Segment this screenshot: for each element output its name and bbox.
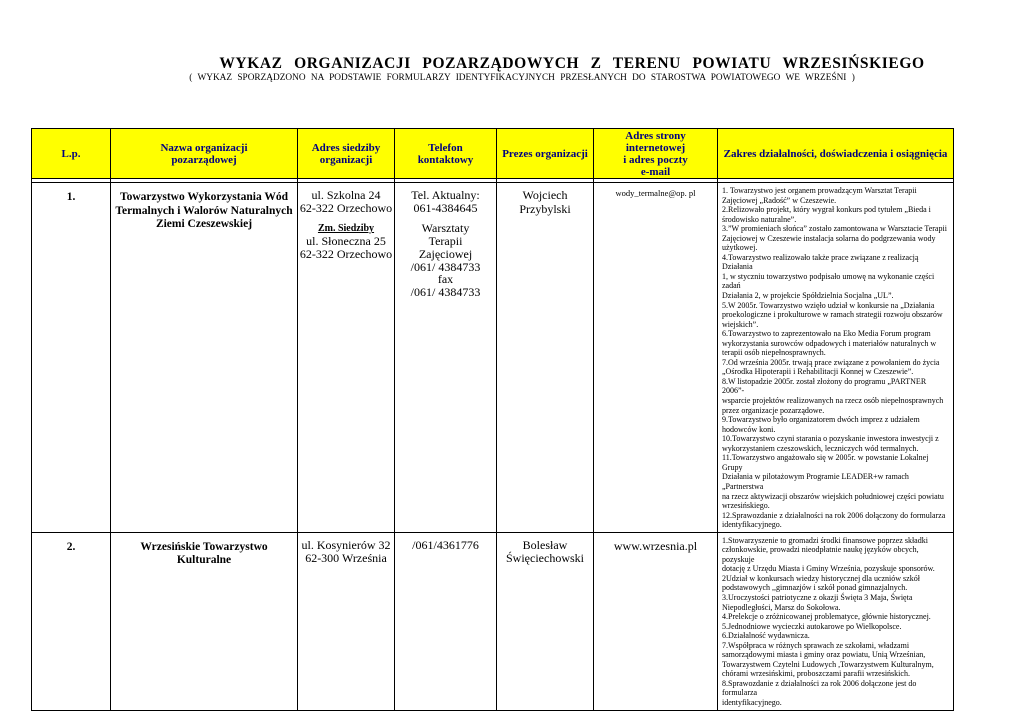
scope-line: 4.Towarzystwo realizowało także prace związane z realizacją Działania [722,252,919,272]
scope-line: terapii osób niepełnosprawnych. [722,348,826,358]
scope-line: 7.Od września 2005r. trwają prace związane z powołaniem do życia [722,357,940,367]
header-address: Adres siedziby organizacji [298,129,395,179]
row-name: Towarzystwo Wykorzystania Wód Termalnych i Walorów Naturalnych Ziemi Czeszewskiej [111,183,298,533]
scope-line: 5.Jednodniowe wycieczki autokarowe po Wielkopolsce. [722,621,902,631]
header-scope: Zakres działalności, doświadczenia i osiągnięcia [718,129,954,179]
scope-line: przez organizacje pozarządowe. [722,405,825,415]
scope-line: 1.Stowarzyszenie to gromadzi środki finansowe poprzez składki [722,535,928,545]
scope-line: 4.Prelekcje o zróżnicowanej problematyce, głównie historycznej. [722,612,931,622]
header-lp: L.p. [32,129,111,179]
scope-line: 1. Towarzystwo jest organem prowadzącym Warsztat Terapii [722,186,917,195]
header-president: Prezes organizacji [497,129,594,179]
row-phone: /061/4361776 [395,532,497,710]
scope-line: dotację z Urzędu Miasta i Gminy Września, pozyskuje sponsorów. [722,564,935,574]
scope-line: proekologiczne i prokulturowe w ramach strategii rozwoju obszarów [722,310,943,320]
scope-line: hodowców koni. [722,424,776,434]
scope-line: 11.Towarzystwo angażowało się w 2005r. w powstanie Lokalnej Grupy [722,453,929,472]
scope-line: 6.Towarzystwo to zaprezentowało na Eko Media Forum program [722,329,931,339]
scope-line: wykorzystaniem czeszowskich, leczniczych wód termalnych. [722,443,919,453]
scope-line: wrzesińskiego. [722,501,770,511]
row-phone: Tel. Aktualny: 061-4384645 Warsztaty Terapii Zajęciowej /061/ 4384733 fax /061/ 4384733 [395,183,497,533]
scope-line: Niepodległości, Marsz do Sokołowa. [722,602,841,612]
scope-line: 12.Sprawozdanie z działalności na rok 2006 dołączony do formularza [722,510,946,520]
scope-line: wiejskich”. [722,319,759,329]
scope-line: środowisko naturalne”. [722,214,797,224]
scope-line: 2.Relizowało projekt, który wygrał konkurs pod tytułem „Bieda i [722,205,931,215]
scope-line: 5.W 2005r. Towarzystwo wzięło udział w konkursie na „Działania [722,300,935,310]
row-president: Bolesław Święciechowski [497,532,594,710]
row-email: wody_termalne@op. pl [594,183,718,533]
table-row [32,183,954,533]
scope-line: 3.”W promieniach słońca” zostało zamontowana w Warsztacie Terapii [722,224,947,234]
row-website: www.wrzesnia.pl [594,532,718,710]
scope-line: podstawowych ,,gimnazjów i szkół ponad gimnazjalnych. [722,583,908,593]
scope-line: Zajęciowej w Czeszewie instalacja solarna do podgrzewania wody [722,233,936,243]
row-address: ul. Szkolna 24 62-322 Orzechowo Zm. Siedziby ul. Słoneczna 25 62-322 Orzechowo [298,183,395,533]
row-scope [718,532,954,710]
scope-line: 8.Sprawozdanie z działalności za rok 2006 dołączone jest do formularza [722,678,917,698]
header-name: Nazwa organizacji pozarządowej [111,129,298,179]
row-scope [718,183,954,533]
row-lp: 1. [32,183,111,533]
scope-line: 7.Współpraca w różnych sprawach ze szkołami, władzami [722,640,910,650]
scope-line: 1, w styczniu towarzystwo podpisało umowę na wykonanie części zadań [722,271,935,291]
header-phone: Telefon kontaktowy [395,129,497,179]
scope-line: 6.Działalność wydawnicza. [722,631,810,641]
scope-line: Działania 2, w projekcie Spółdzielnia Socjalna „UL”. [722,291,894,301]
row-lp: 2. [32,532,111,710]
scope-line: 9.Towarzystwo było organizatorem dwóch imprez z udziałem [722,415,920,425]
scope-line: 3.Uroczystości patriotyczne z okazji Święta 3 Maja, Święta [722,592,913,602]
scope-line: 8.W listopadzie 2005r. został złożony do programu „PARTNER 2006”- [722,376,927,396]
scope-line: użytkowej. [722,243,758,253]
scope-line: Działania w pilotażowym Programie LEADER+w ramach „Partnerstwa [722,472,909,491]
table-row [32,532,954,710]
scope-line: chórami wrzesińskimi, proboszczami parafii wrzesińskich. [722,669,910,679]
scope-line: identyfikacyjnego. [722,520,782,530]
document-subtitle: ( WYKAZ SPORZĄDZONO NA PODSTAWIE FORMULARZY IDENTYFIKACYJNYCH PRZESŁANYCH DO STAROSTWA POWIATOWEGO WE WRZEŚNI ) [189,73,855,83]
scope-line: Zajęciowej „Radość” w Czeszewie. [722,195,837,205]
row-address: ul. Kosynierów 32 62-300 Września [298,532,395,710]
scope-line: 2Udział w konkursach wiedzy historycznej dla uczniów szkół [722,573,920,583]
scope-line: 10.Towarzystwo czyni starania o pozyskanie inwestora inwestycji z [722,434,939,444]
scope-line: wykorzystania surowców odpadowych i materiałów naturalnych w [722,338,937,348]
scope-line: identyfikacyjnego. [722,697,782,707]
scope-line: członkowskie, prowadzi nieodpłatnie naukę języków obcych, pozyskuje [722,545,919,564]
organizations-table [31,128,954,711]
scope-line: „Ośrodka Hipoterapii i Rehabilitacji Konnej w Czeszewie”. [722,367,914,377]
scope-line: wsparcie projektów realizowanych na rzecz osób niepełnosprawnych [722,396,944,406]
table-header-row [32,129,954,179]
scope-line: na rzecz aktywizacji obszarów wiejskich południowej części powiatu [722,491,944,501]
header-web: Adres strony internetowej i adres poczty e-mail [594,129,718,179]
scope-line: samorządowymi miasta i gminy oraz powiatu, Unią Wrześnian, [722,650,926,660]
row-president: Wojciech Przybylski [497,183,594,533]
row-name: Wrzesińskie Towarzystwo Kulturalne [111,532,298,710]
document-title: WYKAZ ORGANIZACJI POZARZĄDOWYCH Z TERENU POWIATU WRZESIŃSKIEGO [219,55,925,72]
scope-line: Towarzystwem Czytelni Ludowych ,Towarzystwem Kulturalnym, [722,659,934,669]
address-change-label: Zm. Siedziby [317,223,375,234]
